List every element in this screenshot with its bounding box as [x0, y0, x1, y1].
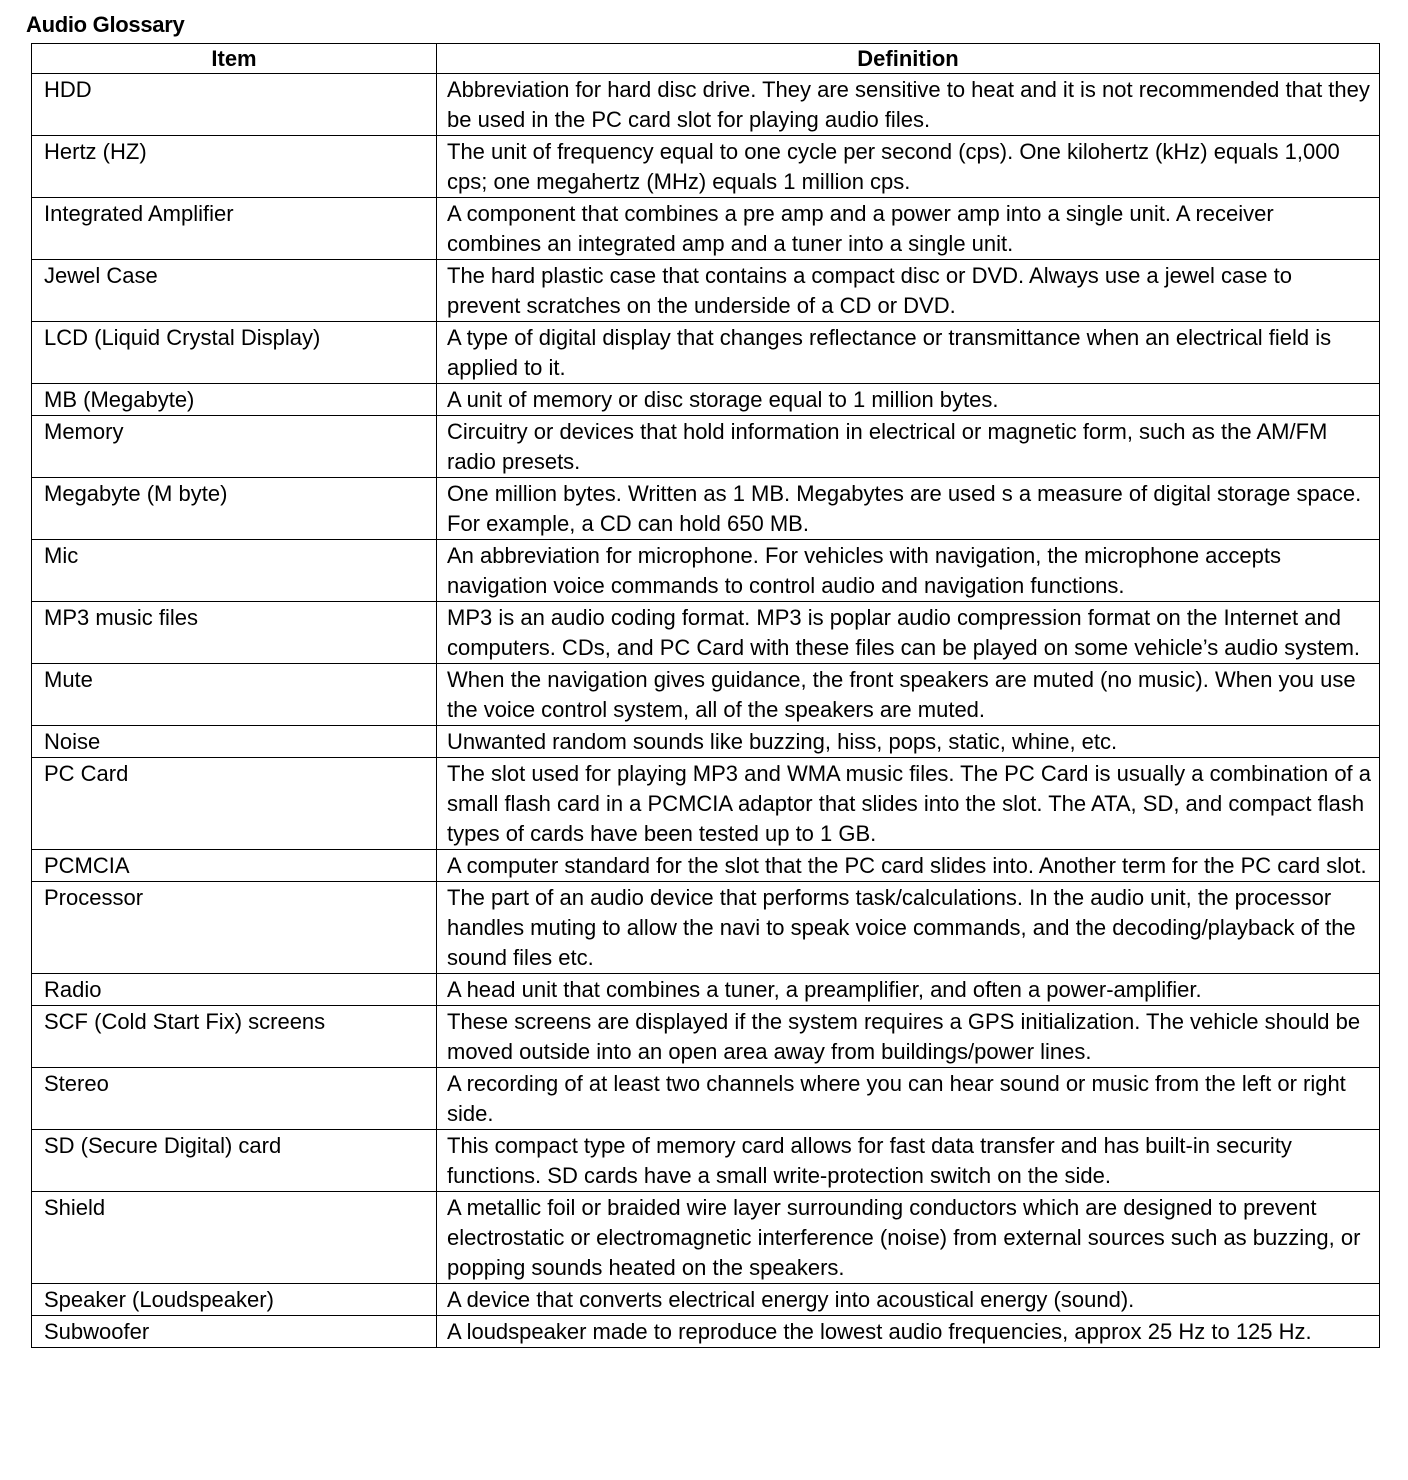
- definition-cell: A computer standard for the slot that the PC card slides into. Another term for the PC card slot.: [437, 850, 1380, 882]
- item-cell: PCMCIA: [32, 850, 437, 882]
- table-row: [32, 1192, 1380, 1284]
- table-row: [32, 478, 1380, 540]
- definition-cell: One million bytes. Written as 1 MB. Megabytes are used s a measure of digital storage space. For example, a CD can hold 650 MB.: [437, 478, 1380, 540]
- item-cell: Hertz (HZ): [32, 136, 437, 198]
- table-row: [32, 1316, 1380, 1348]
- definition-cell: A head unit that combines a tuner, a preamplifier, and often a power-amplifier.: [437, 974, 1380, 1006]
- definition-cell: A metallic foil or braided wire layer surrounding conductors which are designed to prevent electrostatic or electromagnetic interference (noise) from external sources such as buzzing, or popping sounds heated on the speakers.: [437, 1192, 1380, 1284]
- table-row: [32, 1068, 1380, 1130]
- definition-cell: The unit of frequency equal to one cycle per second (cps). One kilohertz (kHz) equals 1,000 cps; one megahertz (MHz) equals 1 million cps.: [437, 136, 1380, 198]
- definition-cell: The slot used for playing MP3 and WMA music files. The PC Card is usually a combination of a small flash card in a PCMCIA adaptor that slides into the slot. The ATA, SD, and compact flash types of cards have been tested up to 1 GB.: [437, 758, 1380, 850]
- item-cell: Shield: [32, 1192, 437, 1284]
- column-header-item: Item: [32, 44, 437, 74]
- item-cell: Megabyte (M byte): [32, 478, 437, 540]
- definition-cell: The hard plastic case that contains a compact disc or DVD. Always use a jewel case to prevent scratches on the underside of a CD or DVD.: [437, 260, 1380, 322]
- column-header-definition: Definition: [437, 44, 1380, 74]
- item-cell: MP3 music files: [32, 602, 437, 664]
- table-row: [32, 384, 1380, 416]
- table-row: [32, 664, 1380, 726]
- table-row: [32, 416, 1380, 478]
- definition-cell: These screens are displayed if the system requires a GPS initialization. The vehicle should be moved outside into an open area away from buildings/power lines.: [437, 1006, 1380, 1068]
- item-cell: Mute: [32, 664, 437, 726]
- definition-cell: Abbreviation for hard disc drive. They are sensitive to heat and it is not recommended that they be used in the PC card slot for playing audio files.: [437, 74, 1380, 136]
- item-cell: LCD (Liquid Crystal Display): [32, 322, 437, 384]
- item-cell: Memory: [32, 416, 437, 478]
- table-row: [32, 850, 1380, 882]
- item-cell: Subwoofer: [32, 1316, 437, 1348]
- definition-cell: An abbreviation for microphone. For vehicles with navigation, the microphone accepts navigation voice commands to control audio and navigation functions.: [437, 540, 1380, 602]
- item-cell: Speaker (Loudspeaker): [32, 1284, 437, 1316]
- item-cell: PC Card: [32, 758, 437, 850]
- definition-cell: A component that combines a pre amp and a power amp into a single unit. A receiver combines an integrated amp and a tuner into a single unit.: [437, 198, 1380, 260]
- table-row: [32, 74, 1380, 136]
- item-cell: Jewel Case: [32, 260, 437, 322]
- definition-cell: A recording of at least two channels where you can hear sound or music from the left or right side.: [437, 1068, 1380, 1130]
- item-cell: Noise: [32, 726, 437, 758]
- definition-cell: This compact type of memory card allows for fast data transfer and has built-in security functions. SD cards have a small write-protection switch on the side.: [437, 1130, 1380, 1192]
- table-row: [32, 1284, 1380, 1316]
- definition-cell: MP3 is an audio coding format. MP3 is poplar audio compression format on the Internet and computers. CDs, and PC Card with these files can be played on some vehicle’s audio system.: [437, 602, 1380, 664]
- table-row: [32, 198, 1380, 260]
- glossary-table: [31, 43, 1380, 1348]
- item-cell: HDD: [32, 74, 437, 136]
- definition-cell: When the navigation gives guidance, the front speakers are muted (no music). When you use the voice control system, all of the speakers are muted.: [437, 664, 1380, 726]
- definition-cell: A device that converts electrical energy into acoustical energy (sound).: [437, 1284, 1380, 1316]
- table-row: [32, 322, 1380, 384]
- definition-cell: The part of an audio device that performs task/calculations. In the audio unit, the processor handles muting to allow the navi to speak voice commands, and the decoding/playback of the sound files etc.: [437, 882, 1380, 974]
- definition-cell: A type of digital display that changes reflectance or transmittance when an electrical field is applied to it.: [437, 322, 1380, 384]
- item-cell: SD (Secure Digital) card: [32, 1130, 437, 1192]
- table-row: [32, 1130, 1380, 1192]
- table-row: [32, 260, 1380, 322]
- table-row: [32, 602, 1380, 664]
- table-row: [32, 540, 1380, 602]
- table-row: [32, 758, 1380, 850]
- definition-cell: Unwanted random sounds like buzzing, hiss, pops, static, whine, etc.: [437, 726, 1380, 758]
- definition-cell: Circuitry or devices that hold information in electrical or magnetic form, such as the AM/FM radio presets.: [437, 416, 1380, 478]
- definition-cell: A unit of memory or disc storage equal to 1 million bytes.: [437, 384, 1380, 416]
- item-cell: SCF (Cold Start Fix) screens: [32, 1006, 437, 1068]
- item-cell: Stereo: [32, 1068, 437, 1130]
- item-cell: Integrated Amplifier: [32, 198, 437, 260]
- item-cell: MB (Megabyte): [32, 384, 437, 416]
- table-row: [32, 882, 1380, 974]
- item-cell: Processor: [32, 882, 437, 974]
- table-row: [32, 974, 1380, 1006]
- page-title: Audio Glossary: [26, 12, 185, 37]
- item-cell: Mic: [32, 540, 437, 602]
- table-row: [32, 726, 1380, 758]
- table-row: [32, 136, 1380, 198]
- item-cell: Radio: [32, 974, 437, 1006]
- table-header-row: [32, 44, 1380, 74]
- table-row: [32, 1006, 1380, 1068]
- definition-cell: A loudspeaker made to reproduce the lowest audio frequencies, approx 25 Hz to 125 Hz.: [437, 1316, 1380, 1348]
